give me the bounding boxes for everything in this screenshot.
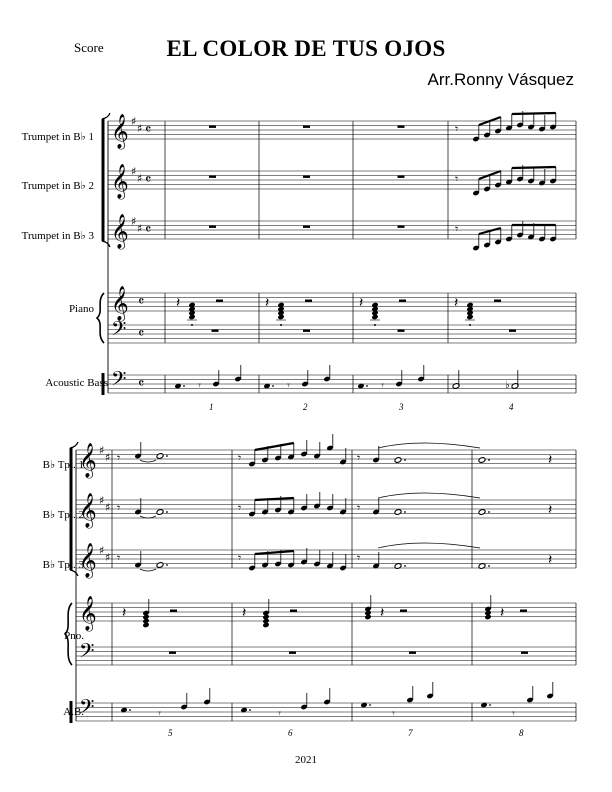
eighth-rest: 𝄾 [512,707,515,720]
eighth-rest: 𝄾 [455,122,459,136]
note-head [478,457,486,464]
dot [404,511,406,513]
chord-note [142,622,149,628]
quarter-rest: 𝄽 [122,605,127,621]
staccato-dot [280,324,282,326]
staccato-dot [374,324,376,326]
common-time: 𝄴 [145,122,152,138]
treble-clef: 𝄞 [111,286,129,321]
chord-note [188,314,195,320]
half-rest [170,610,177,612]
sharp-sign: ♯ [137,122,143,135]
tie [140,460,156,462]
eighth-rest: 𝄾 [357,551,361,565]
eighth-rest: 𝄾 [238,451,242,465]
footer-year: 2021 [295,754,317,766]
sharp-sign: ♯ [105,451,111,464]
whole-rest [398,126,405,128]
dot [489,704,491,706]
instrument-label-trumpet-3: Trumpet in B♭ 3 [21,230,94,242]
whole-rest [303,226,310,228]
instrument-label-piano: Piano [68,303,94,315]
treble-clef: 𝄞 [79,596,97,631]
bracket-hook [70,442,78,448]
quarter-rest: 𝄽 [359,295,364,311]
chord-note [484,614,491,620]
dot [129,709,131,711]
slur [378,493,480,498]
dot [369,704,371,706]
score-label: Score [74,40,104,55]
bass-clef: 𝄢 [111,317,127,345]
quarter-rest: 𝄽 [548,502,553,518]
treble-clef: 𝄞 [111,164,129,199]
flat-sign: ♭ [505,380,510,391]
piano-brace [97,293,104,343]
chord-note [364,614,371,620]
whole-rest [209,226,216,228]
eighth-rest: 𝄾 [238,551,242,565]
whole-rest [303,126,310,128]
bracket-hook [102,241,110,247]
whole-rest [409,652,416,654]
half-rest [494,300,501,302]
dot [166,455,168,457]
chord-note [466,314,473,320]
measure-number: 1 [209,402,214,412]
measure-number: 7 [408,728,413,738]
sharp-sign: ♯ [99,494,105,507]
note-head [478,509,486,516]
bracket-hook [102,113,110,119]
dot [488,459,490,461]
quarter-rest: 𝄽 [176,295,181,311]
whole-rest [398,330,405,332]
measure-number: 8 [519,728,524,738]
eighth-rest: 𝄾 [381,379,384,392]
note-head [156,509,164,516]
tie [140,569,156,571]
instrument-label-trumpet-3-short: B♭ Tpt. 3 [42,559,84,571]
whole-rest [209,176,216,178]
sharp-sign: ♯ [131,215,137,228]
slur [378,543,480,548]
bass-clef: 𝄢 [79,695,95,723]
whole-rest [209,126,216,128]
sharp-sign: ♯ [99,444,105,457]
dot [166,511,168,513]
common-time: 𝄴 [145,172,152,188]
dot [488,565,490,567]
slur [378,443,480,448]
sharp-sign: ♯ [105,501,111,514]
quarter-rest: 𝄽 [548,452,553,468]
piano-brace [65,603,72,665]
chord-note [371,314,378,320]
whole-rest [169,652,176,654]
beam [512,167,556,168]
half-rest [399,300,406,302]
common-time: 𝄴 [138,326,145,342]
treble-clef: 𝄞 [79,493,97,528]
bass-clef: 𝄢 [111,367,127,395]
note-head [394,457,402,464]
whole-rest [212,330,219,332]
sharp-sign: ♯ [137,222,143,235]
dot [183,385,185,387]
eighth-rest: 𝄾 [357,501,361,515]
dot [366,385,368,387]
note-head [156,453,164,460]
quarter-rest: 𝄽 [454,295,459,311]
whole-rest [289,652,296,654]
common-time: 𝄴 [138,376,145,392]
eighth-rest: 𝄾 [117,451,121,465]
instrument-label-bass-short: A.B. [63,706,84,718]
treble-clef: 𝄞 [111,114,129,149]
eighth-rest: 𝄾 [117,551,121,565]
whole-rest [398,176,405,178]
instrument-label-bass: Acoustic Bass [45,377,108,389]
sharp-sign: ♯ [99,544,105,557]
quarter-rest: 𝄽 [242,605,247,621]
eighth-rest: 𝄾 [117,501,121,515]
sharp-sign: ♯ [137,172,143,185]
measure-number: 4 [509,402,514,412]
whole-rest [398,226,405,228]
half-rest [305,300,312,302]
treble-clef: 𝄞 [111,214,129,249]
half-rest [216,300,223,302]
beam [255,551,294,554]
chord-note [277,314,284,320]
chord-note [262,622,269,628]
eighth-rest: 𝄾 [287,379,290,392]
arranger-credit: Arr.Ronny Vásquez [427,70,574,89]
beam [512,113,556,114]
note-head [394,509,402,516]
eighth-rest: 𝄾 [357,451,361,465]
measure-number: 6 [288,728,293,738]
measure-number: 5 [168,728,173,738]
eighth-rest: 𝄾 [198,379,201,392]
dot [249,709,251,711]
piece-title: EL COLOR DE TUS OJOS [166,36,446,61]
whole-rest [521,652,528,654]
instrument-label-trumpet-1-short: B♭ Tpt. 1 [42,459,84,471]
instrument-label-piano-short: Pno. [64,630,84,642]
dot [488,511,490,513]
dot [404,565,406,567]
instrument-label-trumpet-2: Trumpet in B♭ 2 [21,180,94,192]
dot [166,564,168,566]
eighth-rest: 𝄾 [455,172,459,186]
staccato-dot [191,324,193,326]
dot [272,385,274,387]
treble-clef: 𝄞 [79,443,97,478]
sharp-sign: ♯ [105,551,111,564]
instrument-label-trumpet-2-short: B♭ Tpt. 2 [42,509,84,521]
whole-rest [509,330,516,332]
whole-rest [303,330,310,332]
treble-clef: 𝄞 [79,543,97,578]
quarter-rest: 𝄽 [548,552,553,568]
eighth-rest: 𝄾 [278,707,281,720]
instrument-label-trumpet-1: Trumpet in B♭ 1 [21,131,94,143]
whole-rest [303,176,310,178]
half-rest [400,610,407,612]
note-head [156,562,164,569]
eighth-rest: 𝄾 [238,501,242,515]
eighth-rest: 𝄾 [392,707,395,720]
half-rest [520,610,527,612]
eighth-rest: 𝄾 [158,707,161,720]
eighth-rest: 𝄾 [455,222,459,236]
measure-number: 3 [399,402,404,412]
common-time: 𝄴 [138,294,145,310]
measure-number: 2 [303,402,308,412]
beam [255,443,294,450]
sharp-sign: ♯ [131,165,137,178]
half-rest [290,610,297,612]
quarter-rest: 𝄽 [265,295,270,311]
sharp-sign: ♯ [131,115,137,128]
quarter-rest: 𝄽 [500,605,505,621]
bracket-hook [70,570,78,576]
common-time: 𝄴 [145,222,152,238]
quarter-rest: 𝄽 [380,605,385,621]
bass-clef: 𝄢 [79,639,95,667]
staccato-dot [469,324,471,326]
dot [404,459,406,461]
